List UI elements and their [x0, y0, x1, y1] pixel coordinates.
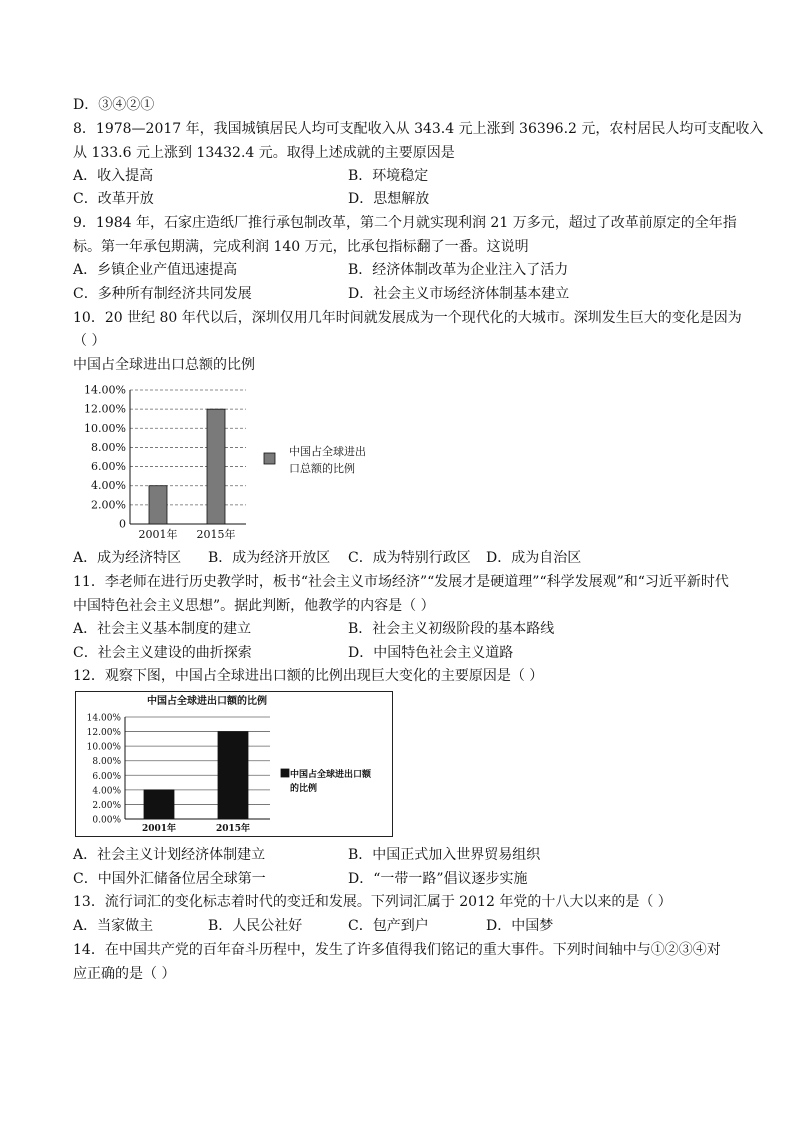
- q13-option-b[interactable]: B．人民公社好: [208, 918, 303, 934]
- legend-label: 中国占全球进出: [289, 445, 366, 458]
- q10-option-b[interactable]: B．成为经济开放区: [208, 550, 331, 566]
- q12-option-c[interactable]: C．中国外汇储备位居全球第一: [73, 871, 266, 887]
- y-tick-label: 10.00%: [86, 742, 121, 753]
- x-tick-label: 2015年: [215, 824, 251, 834]
- q11-option-d[interactable]: D．中国特色社会主义道路: [348, 645, 514, 661]
- y-tick-label: 12.00%: [84, 402, 126, 416]
- q12-stem-line1: 12．观察下图，中国占全球进出口额的比例出现巨大变化的主要原因是（ ）: [73, 668, 544, 684]
- bar: [149, 486, 167, 524]
- q13-option-d[interactable]: D．中国梦: [486, 918, 554, 934]
- q8-option-a[interactable]: A．收入提高: [73, 168, 154, 184]
- x-tick-label: 2001年: [138, 528, 178, 541]
- q10-stem-line2: （ ）: [73, 333, 106, 349]
- y-tick-label: 4.00%: [92, 786, 121, 797]
- q13-option-a[interactable]: A．当家做主: [73, 918, 154, 934]
- q10-chart-caption: 中国占全球进出口总额的比例: [73, 357, 255, 373]
- y-tick-label: 6.00%: [91, 460, 126, 474]
- q12-bar-chart: [75, 691, 395, 839]
- q9-stem-line2: 标。第一年承包期满，完成利润 140 万元，比承包指标翻了一番。这说明: [73, 239, 529, 255]
- q12-option-a[interactable]: A．社会主义计划经济体制建立: [73, 847, 266, 863]
- q7-option-d: D．③④②①: [73, 97, 155, 113]
- y-tick-label: 0.00%: [92, 815, 121, 826]
- y-tick-label: 14.00%: [84, 383, 126, 397]
- q14-stem-line2: 应正确的是（ ）: [73, 966, 176, 982]
- legend-label: 的比例: [290, 784, 318, 794]
- y-tick-label: 4.00%: [91, 479, 126, 493]
- q9-option-c[interactable]: C．多种所有制经济共同发展: [73, 286, 252, 302]
- q14-stem-line1: 14．在中国共产党的百年奋斗历程中，发生了许多值得我们铭记的重大事件。下列时间轴中与①②③④对: [73, 942, 721, 958]
- y-tick-label: 8.00%: [92, 757, 121, 768]
- legend-swatch: [281, 769, 289, 777]
- q11-stem-line1: 11．李老师在进行历史教学时，板书“社会主义市场经济”“发展才是硬道理”“科学发展观”和“习近平新时代: [73, 574, 729, 590]
- legend-label: 中国占全球进出口额: [290, 770, 372, 780]
- q10-option-a[interactable]: A．成为经济特区: [73, 550, 182, 566]
- q8-option-b[interactable]: B．环境稳定: [348, 168, 429, 184]
- y-tick-label: 0: [119, 517, 126, 531]
- y-tick-label: 12.00%: [86, 728, 121, 739]
- q10-stem-line1: 10．20 世纪 80 年代以后，深圳仅用几年时间就发展成为一个现代化的大城市。深圳发生巨大的变化是因为: [73, 310, 742, 326]
- q12-option-d[interactable]: D．“一带一路”倡议逐步实施: [348, 871, 528, 887]
- q9-option-a[interactable]: A．乡镇企业产值迅速提高: [73, 262, 238, 278]
- bar: [144, 790, 174, 819]
- q12-option-b[interactable]: B．中国正式加入世界贸易组织: [348, 847, 541, 863]
- legend-swatch: [264, 453, 275, 464]
- q13-option-c[interactable]: C．包产到户: [348, 918, 429, 934]
- bar: [218, 732, 248, 819]
- q10-option-c[interactable]: C．成为特别行政区: [348, 550, 471, 566]
- legend-label: 口总额的比例: [289, 462, 355, 475]
- q8-option-d[interactable]: D．思想解放: [348, 191, 430, 207]
- q11-stem-line2: 中国特色社会主义思想”。据此判断，他教学的内容是（ ）: [73, 598, 435, 614]
- bar: [207, 409, 225, 524]
- y-tick-label: 10.00%: [84, 421, 126, 435]
- x-tick-label: 2015年: [196, 528, 236, 541]
- q9-option-d[interactable]: D．社会主义市场经济体制基本建立: [348, 286, 570, 302]
- q11-option-c[interactable]: C．社会主义建设的曲折探索: [73, 645, 252, 661]
- q8-stem-line2: 从 133.6 元上涨到 13432.4 元。取得上述成就的主要原因是: [73, 145, 455, 161]
- y-tick-label: 14.00%: [86, 713, 121, 724]
- q11-option-a[interactable]: A．社会主义基本制度的建立: [73, 621, 252, 637]
- q8-option-c[interactable]: C．改革开放: [73, 191, 154, 207]
- y-tick-label: 2.00%: [92, 800, 121, 811]
- q8-stem-line1: 8．1978—2017 年，我国城镇居民人均可支配收入从 343.4 元上涨到 36396.2 元，农村居民人均可支配收入: [73, 121, 764, 137]
- q11-option-b[interactable]: B．社会主义初级阶段的基本路线: [348, 621, 555, 637]
- x-tick-label: 2001年: [141, 824, 177, 834]
- y-tick-label: 6.00%: [92, 771, 121, 782]
- q10-bar-chart: [70, 378, 410, 544]
- q9-stem-line1: 9．1984 年，石家庄造纸厂推行承包制改革，第二个月就实现利润 21 万多元，超过了改革前原定的全年指: [73, 215, 737, 231]
- q10-option-d[interactable]: D．成为自治区: [486, 550, 582, 566]
- q9-option-b[interactable]: B．经济体制改革为企业注入了活力: [348, 262, 569, 278]
- y-tick-label: 8.00%: [91, 440, 126, 454]
- y-tick-label: 2.00%: [91, 498, 126, 512]
- q13-stem-line1: 13．流行词汇的变化标志着时代的变迁和发展。下列词汇属于 2012 年党的十八大以来的是（ ）: [73, 894, 672, 910]
- chart-title: 中国占全球进出口额的比例: [147, 696, 267, 707]
